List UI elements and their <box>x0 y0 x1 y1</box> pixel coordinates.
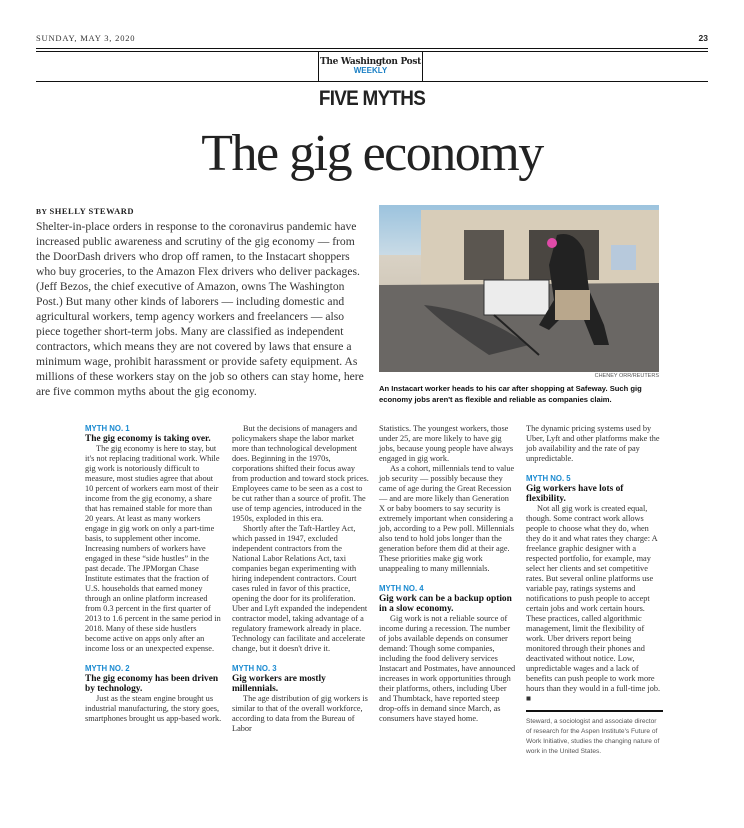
myth-4-body: Gig work is not a reliable source of income during a recession. The number of jobs available depends on consumer demand: Though some companies, including the food delivery services Instacart and Postmates, have announced increases in work opportunities through their platforms, others, including Uber and Thumbtack, have reported steep drop-offs in demand since March, as consumers have stayed home. <box>379 614 516 723</box>
myth-5-body: Not all gig work is created equal, though. Some contract work allows people to choose what they do, when they do it and what rates they charge: A freelance graphic designer with a respected portfolio, for example, may select her clients and set competitive rates. But several online platforms use variable pay, ratings systems and notifications to push people to accept certain jobs and work certain hours. These practices, called algorithmic management, limit the flexibility of work. Uber drivers report being monitored through their phones and deactivated without notice. Low, unpredictable wages and a lack of benefits can push people to work more hours than they would in a full-time job. ■ <box>526 504 661 703</box>
byline-author: SHELLY STEWARD <box>49 206 135 216</box>
myth-2-label: MYTH NO. 2 <box>85 664 130 673</box>
page-number: 23 <box>698 33 708 43</box>
myth-4-label: MYTH NO. 4 <box>379 584 424 593</box>
byline-prefix: BY <box>36 207 48 216</box>
myth-3-headline: Gig workers are mostly millennials. <box>232 674 326 694</box>
article-intro: Shelter-in-place orders in response to the coronavirus pandemic have increased public awareness and scrutiny of the gig economy — from the DoorDash drivers who drop off ramen, to the Instacart shoppers who buy groceries, to the Amazon Flex drivers who deliver packages. (Jeff Bezos, the chief executive of Amazon, owns The Washington Post.) But many other kinds of laborers — including domestic and agricultural workers, temp agency workers and freelancers — also piece together short-term jobs. Many are classified as independent contractors, which means they are not covered by laws that ensure a minimum wage, prohibit harassment or provide safety equipment. As millions of these workers stay on the job so others can stay home, here are five common myths about the gig economy. <box>36 220 364 398</box>
column-4 <box>526 424 663 757</box>
myth-1-label: MYTH NO. 1 <box>85 424 130 433</box>
header-rule-bottom <box>36 81 708 82</box>
photo-caption: An Instacart worker heads to his car after shopping at Safeway. Such gig economy jobs aren't as flexible and reliable as companies claim. <box>379 384 642 404</box>
myth-2-headline: The gig economy has been driven by technology. <box>85 674 219 694</box>
myth-5-label: MYTH NO. 5 <box>526 474 571 483</box>
issue-date: SUNDAY, MAY 3, 2020 <box>36 33 136 43</box>
section-kicker: FIVE MYTHS <box>318 87 426 110</box>
photo-credit: CHENEY ORR/REUTERS <box>594 373 659 379</box>
masthead-logo <box>318 52 423 81</box>
myth-2-body: Just as the steam engine brought us industrial manufacturing, the story goes, smartphones brought us app-based work. <box>85 694 222 723</box>
column-2 <box>232 424 369 734</box>
myth-2-body-3: Shortly after the Taft-Hartley Act, which passed in 1947, excluded independent contractors from the National Labor Relations Act, taxi companies began experimenting with hiring independent contractors. Court cases ruled in favor of this practice, opening the door for its proliferation. Uber and Lyft expanded the independent contractor model, taking advantage of a regulatory framework already in place. Technology can facilitate and accelerate change, but it doesn't drive it. <box>232 524 368 653</box>
byline <box>36 206 134 216</box>
myth-5-headline: Gig workers have lots of flexibility. <box>526 484 624 504</box>
header-rule-top <box>36 48 708 49</box>
article-title: The gig economy <box>201 125 543 182</box>
myth-3-body-2: Statistics. The youngest workers, those under 25, are more likely to have gig jobs, because young people have always engaged in gig work. <box>379 424 514 463</box>
masthead-edition: WEEKLY <box>353 66 388 75</box>
bio-divider <box>526 710 663 712</box>
author-bio: Steward, a sociologist and associate director of research for the Aspen Institute's Future of Work Initiative, studies the changing nature of work in the United States. <box>526 717 660 755</box>
myth-4-body-2: The dynamic pricing systems used by Uber, Lyft and other platforms make the job availability and the rate of pay unpredictable. <box>526 424 660 463</box>
column-3 <box>379 424 516 724</box>
myth-3-body-3: As a cohort, millennials tend to value job security — possibly because they came of age during the Great Recession — and are more likely than Generation X or baby boomers to say security is extremely important when considering a job, according to a Pew poll. Millennials also tend to hold jobs longer than the generation before them did at their age. These priorities make gig work unappealing to many millennials. <box>379 464 515 573</box>
photo-illustration <box>379 205 659 372</box>
article-photo <box>379 205 659 372</box>
column-1 <box>85 424 222 724</box>
masthead-name: The Washington Post <box>319 57 421 67</box>
myth-3-label: MYTH NO. 3 <box>232 664 277 673</box>
myth-1-body: The gig economy is here to stay, but it's not replacing traditional work. While gig work is notoriously difficult to measure, most studies agree that about 10 percent of workers earn most of their income from the gig economy, a share that has remained stable for more than 20 years. At least as many workers engage in gig work on only a part-time basis, to supplement other income. Increasing numbers of workers have engaged in these “side hustles” in the past decade. The JPMorgan Chase Institute estimates that the fraction of U.S. households that earned money through an online platform increased from 0.3 percent in the first quarter of 2013 to 1.6 percent in the same period in 2018. Many of these side hustlers become active on apps only after an income loss or an unexpected expense. <box>85 444 221 653</box>
myth-1-headline: The gig economy is taking over. <box>85 434 211 444</box>
myth-4-headline: Gig work can be a backup option in a slow economy. <box>379 594 512 614</box>
myth-3-body: The age distribution of gig workers is similar to that of the overall workforce, according to data from the Bureau of Labor <box>232 694 368 733</box>
myth-2-body-2: But the decisions of managers and policymakers shape the labor market more than technological development does. Beginning in the 1970s, corporations shifted their focus away from production and toward stock prices. Employees came to be seen as a cost to be cut rather than a source of profit. The use of temp agencies, introduced in the 1950s, exploded in this era. <box>232 424 369 523</box>
